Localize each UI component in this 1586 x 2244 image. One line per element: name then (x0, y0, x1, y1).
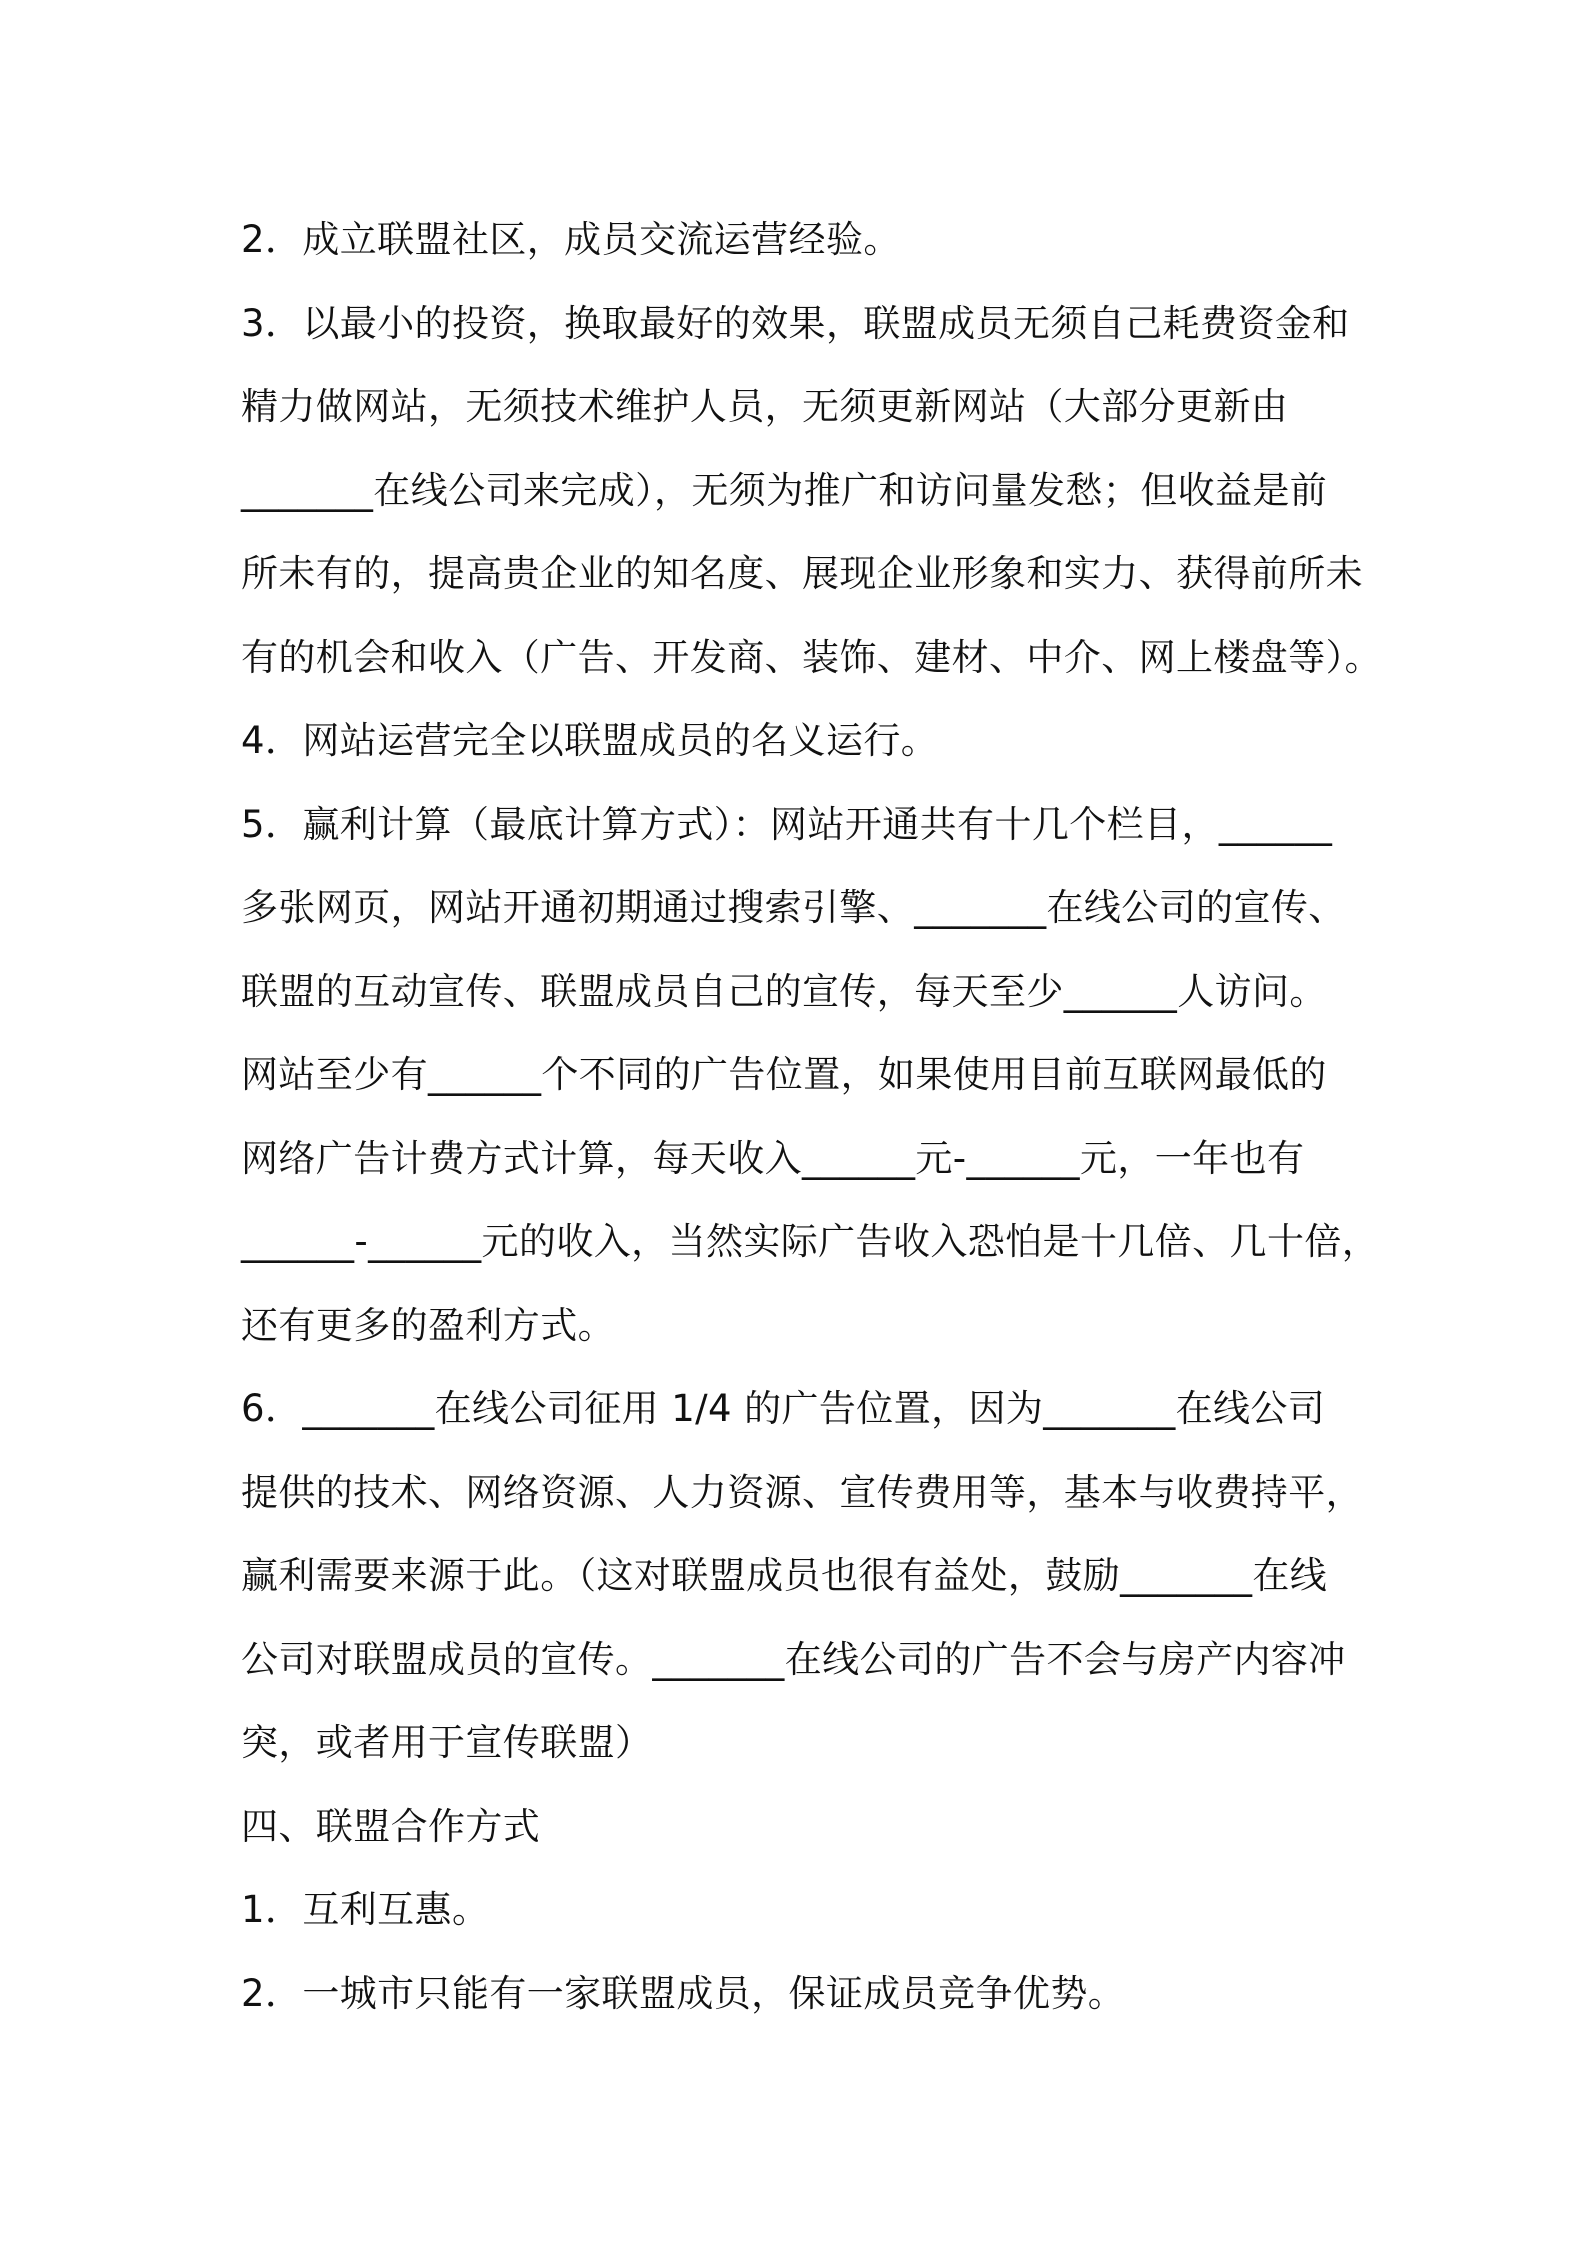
item-6-ad-space-line-2: 提供的技术、网络资源、人力资源、宣传费用等，基本与收费持平， (241, 1470, 1363, 1514)
item-3-investment-line-3: _______在线公司来完成），无须为推广和访问量发愁；但收益是前 (241, 468, 1328, 512)
item-5-profit-line-4: 网站至少有______个不同的广告位置，如果使用目前互联网最低的 (241, 1053, 1327, 1096)
item-6-ad-space-line-5: 突，或者用于宣传联盟） (241, 1721, 653, 1764)
item-4-operation: 4．网站运营完全以联盟成员的名义运行。 (241, 719, 939, 762)
item-3-investment-line-5: 有的机会和收入（广告、开发商、装饰、建材、中介、网上楼盘等）。 (241, 635, 1382, 679)
document-body (241, 198, 1382, 2035)
item-5-profit-line-2: 多张网页，网站开通初期通过搜索引擎、_______在线公司的宣传、 (241, 886, 1346, 929)
item-5-profit-line-5: 网络广告计费方式计算，每天收入______元-______元，一年也有 (241, 1136, 1305, 1180)
item-2-community: 2．成立联盟社区，成员交流运营经验。 (241, 218, 901, 261)
item-5-profit-line-1: 5．赢利计算（最底计算方式）：网站开通共有十几个栏目，______ (241, 802, 1333, 846)
item-3-investment-line-4: 所未有的，提高贵企业的知名度、展现企业形象和实力、获得前所未 (241, 552, 1363, 595)
item-6-ad-space-line-1: 6．_______在线公司征用 1/4 的广告位置，因为_______在线公司 (241, 1387, 1326, 1430)
item-3-investment-line-1: 3．以最小的投资，换取最好的效果，联盟成员无须自己耗费资金和 (241, 301, 1350, 345)
item-3-investment-line-2: 精力做网站，无须技术维护人员，无须更新网站（大部分更新由 (241, 385, 1289, 428)
item-6-ad-space-line-4: 公司对联盟成员的宣传。_______在线公司的广告不会与房产内容冲 (241, 1637, 1346, 1681)
cooperation-item-1: 1．互利互惠。 (241, 1888, 490, 1931)
section-heading-cooperation: 四、联盟合作方式 (241, 1804, 541, 1848)
item-6-ad-space-line-3: 赢利需要来源于此。（这对联盟成员也很有益处，鼓励_______在线 (241, 1554, 1328, 1597)
cooperation-item-2: 2．一城市只能有一家联盟成员，保证成员竞争优势。 (241, 1971, 1126, 2015)
item-5-profit-line-6: ______-______元的收入，当然实际广告收入恐怕是十几倍、几十倍， (241, 1220, 1380, 1263)
item-5-profit-line-3: 联盟的互动宣传、联盟成员自己的宣传，每天至少______人访问。 (241, 969, 1327, 1013)
item-5-profit-line-7: 还有更多的盈利方式。 (241, 1303, 615, 1347)
